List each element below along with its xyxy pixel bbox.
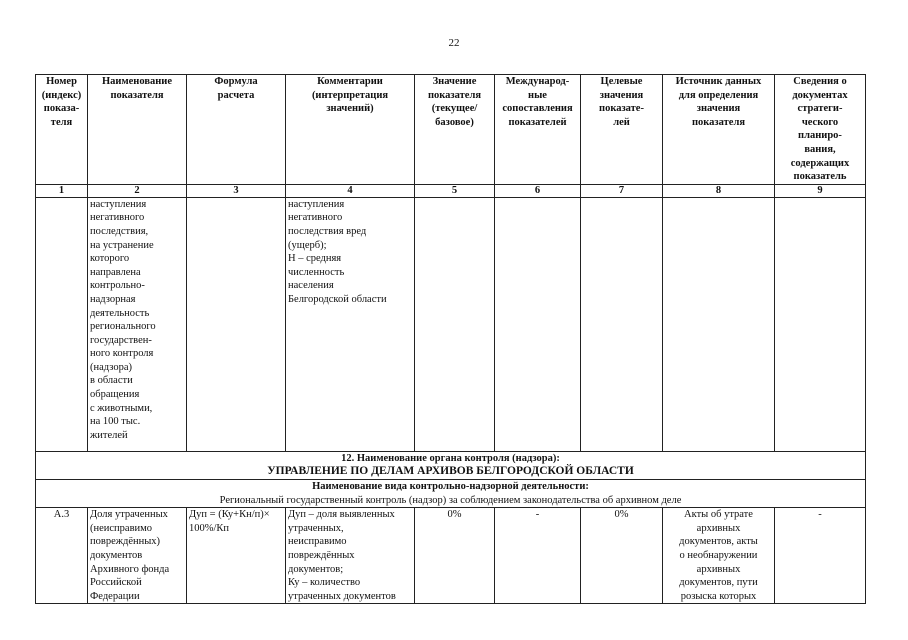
- indicator-source: Акты об утрате архивных документов, акты о необнаружении архивных документов, пути розыска которых: [663, 508, 775, 604]
- column-number: 8: [663, 184, 775, 197]
- header-cell: Международ- ные сопоставления показателей: [495, 75, 581, 185]
- section-title: 12. Наименование органа контроля (надзора):: [341, 452, 560, 464]
- section-heading: [36, 451, 866, 479]
- column-number: 1: [36, 184, 88, 197]
- indicator-docs: -: [775, 508, 866, 604]
- header-cell: Источник данных для определения значения показателя: [663, 75, 775, 185]
- column-number: 3: [187, 184, 286, 197]
- column-number: 5: [415, 184, 495, 197]
- table-cell: [581, 197, 663, 451]
- table-cell: [495, 197, 581, 451]
- activity-title: Наименование вида контрольно-надзорной деятельности:: [312, 480, 589, 492]
- table-cell: [187, 197, 286, 451]
- column-numbers-row: [36, 184, 866, 197]
- column-number: 2: [88, 184, 187, 197]
- indicator-formula: Дуп = (Ку+Кн/п)× 100%/Кп: [187, 508, 286, 604]
- header-row: [36, 75, 866, 185]
- indicator-value: 0%: [415, 508, 495, 604]
- activity-heading: [36, 479, 866, 507]
- table-cell: [663, 197, 775, 451]
- indicator-name-continued: наступления негативного последствия, на устранение которого направлена контрольно- надзорная деятельность регионального государствен- ного контроля (надзора) в области обращения с животными, на 100 тыс. жителей: [88, 197, 187, 451]
- indicator-index: А.3: [36, 508, 88, 604]
- section-agency-name: УПРАВЛЕНИЕ ПО ДЕЛАМ АРХИВОВ БЕЛГОРОДСКОЙ ОБЛАСТИ: [267, 465, 634, 478]
- indicator-international: -: [495, 508, 581, 604]
- section-row: [36, 451, 866, 479]
- header-cell: Комментарии (интерпретация значений): [286, 75, 415, 185]
- header-cell: Формула расчета: [187, 75, 286, 185]
- activity-row: [36, 479, 866, 507]
- continuation-row: [36, 197, 866, 451]
- column-number: 6: [495, 184, 581, 197]
- table-cell: [775, 197, 866, 451]
- table-cell: [36, 197, 88, 451]
- header-cell: Наименование показателя: [88, 75, 187, 185]
- table-cell: [415, 197, 495, 451]
- indicator-comment: Дуп – доля выявленных утраченных, неисправимо повреждённых документов; Ку – количество утраченных документов: [286, 508, 415, 604]
- indicators-table: [35, 74, 866, 604]
- header-cell: Сведения о документах стратеги- ческого планиро- вания, содержащих показатель: [775, 75, 866, 185]
- comment-continued: наступления негативного последствия вред (ущерб); Н – средняя численность населения Белгородской области: [286, 197, 415, 451]
- indicator-name: Доля утраченных (неисправимо повреждённых) документов Архивного фонда Российской Федерации: [88, 508, 187, 604]
- column-number: 4: [286, 184, 415, 197]
- header-cell: Значение показателя (текущее/ базовое): [415, 75, 495, 185]
- column-number: 9: [775, 184, 866, 197]
- activity-name: Региональный государственный контроль (надзор) за соблюдением законодательства об архивном деле: [219, 494, 682, 506]
- indicator-target: 0%: [581, 508, 663, 604]
- table-row: [36, 508, 866, 604]
- page-number: 22: [448, 37, 460, 49]
- header-cell: Номер (индекс) показа- теля: [36, 75, 88, 185]
- column-number: 7: [581, 184, 663, 197]
- header-cell: Целевые значения показате- лей: [581, 75, 663, 185]
